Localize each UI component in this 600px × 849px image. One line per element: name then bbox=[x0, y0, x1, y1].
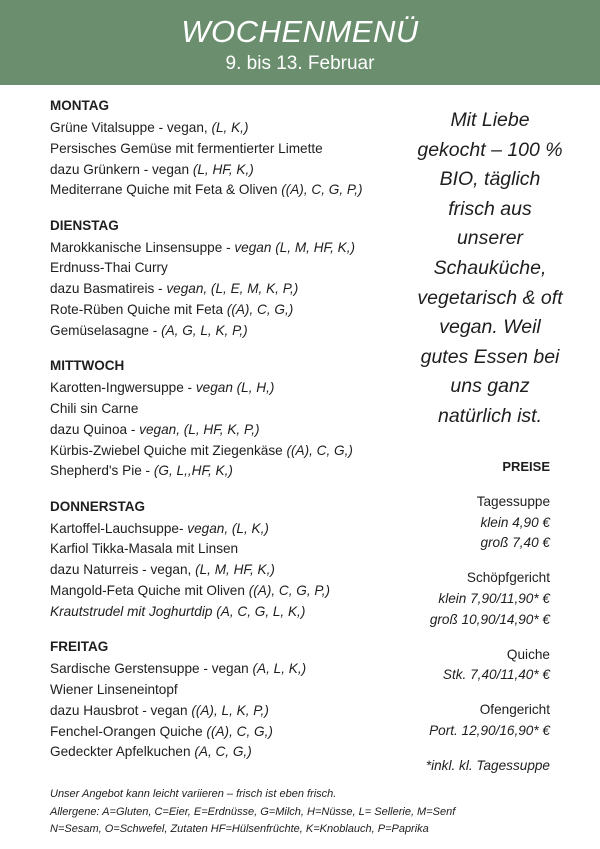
price-category: Quiche bbox=[506, 646, 550, 662]
footer-line: N=Sesam, O=Schwefel, Zutaten HF=Hülsenfrüchte, K=Knoblauch, P=Paprika bbox=[50, 823, 429, 835]
menu-item-text: Karfiol Tikka-Masala mit Linsen bbox=[50, 541, 239, 557]
menu-item-text: vegan, (L, HF, K, P,) bbox=[139, 421, 260, 437]
menu-item-text: Chili sin Carne bbox=[50, 400, 139, 416]
price-line: Port. 12,90/16,90* € bbox=[429, 722, 550, 738]
menu-item-text: Wiener Linseneintopf bbox=[50, 681, 178, 697]
slogan-line: Mit Liebe bbox=[450, 109, 530, 131]
menu-item bbox=[50, 118, 420, 139]
slogan bbox=[400, 106, 580, 432]
menu-item-text: (A, G, L, K, P,) bbox=[161, 322, 248, 338]
menu-item bbox=[50, 420, 420, 441]
menu-item-text: (A, L, K,) bbox=[252, 661, 307, 677]
menu-item bbox=[50, 602, 420, 623]
price-line: Stk. 7,40/11,40* € bbox=[442, 667, 550, 683]
menu-item-text: Persisches Gemüse mit fermentierter Limette bbox=[50, 140, 323, 156]
day-section bbox=[50, 356, 420, 482]
day-section bbox=[50, 637, 420, 763]
slogan-line: uns ganz bbox=[450, 375, 530, 398]
menu-item-text: Fenchel-Orangen Quiche bbox=[50, 723, 207, 739]
weekly-menu bbox=[50, 96, 420, 778]
menu-item bbox=[50, 722, 420, 743]
menu-item-text: vegan (L, M, HF, K,) bbox=[234, 239, 355, 255]
menu-item bbox=[50, 581, 420, 602]
price-category: Tagessuppe bbox=[476, 493, 550, 509]
menu-item bbox=[50, 680, 420, 701]
menu-item-text: ((A), L, K, P,) bbox=[191, 702, 269, 718]
prices-heading: PREISE bbox=[502, 459, 550, 474]
menu-item-text: ((A), C, G, P,) bbox=[281, 182, 363, 198]
day-name: MONTAG bbox=[50, 98, 109, 113]
slogan-line: BIO, täglich bbox=[439, 168, 541, 191]
menu-item-text: ((A), C, G,) bbox=[226, 302, 294, 318]
menu-item bbox=[50, 238, 420, 259]
menu-item-text: vegan (L, H,) bbox=[195, 380, 275, 396]
menu-item bbox=[50, 701, 420, 722]
day-name: DIENSTAG bbox=[50, 217, 119, 233]
menu-item-text: Kartoffel-Lauchsuppe- bbox=[50, 520, 188, 536]
menu-item bbox=[50, 180, 420, 201]
menu-item-text: dazu Hausbrot - vegan bbox=[50, 702, 192, 718]
menu-item bbox=[50, 659, 420, 680]
day-section bbox=[50, 96, 420, 201]
price-list bbox=[426, 457, 550, 777]
menu-item-text: Rote-Rüben Quiche mit Feta bbox=[50, 302, 227, 318]
menu-item bbox=[50, 279, 420, 300]
menu-item-text: ((A), C, G,) bbox=[286, 442, 353, 458]
menu-item-text: Gedeckter Apfelkuchen bbox=[50, 744, 195, 760]
menu-item-text: vegan, (L, E, M, K, P,) bbox=[166, 281, 299, 297]
menu-item bbox=[50, 300, 420, 321]
slogan-line: vegetarisch & oft bbox=[417, 286, 563, 309]
menu-item bbox=[50, 399, 420, 420]
menu-item-text: ((A), C, G, P,) bbox=[248, 583, 331, 599]
day-name: FREITAG bbox=[50, 639, 109, 655]
menu-item-text: Grüne Vitalsuppe - vegan, bbox=[50, 120, 212, 135]
menu-item bbox=[50, 139, 420, 160]
menu-item-text: Mangold-Feta Quiche mit Oliven bbox=[50, 583, 249, 599]
menu-item-text: dazu Basmatireis - bbox=[50, 281, 167, 297]
day-section bbox=[50, 216, 420, 342]
slogan-line: gutes Essen bei bbox=[420, 345, 560, 368]
menu-item-text: Kürbis-Zwiebel Quiche mit Ziegenkäse bbox=[50, 442, 287, 458]
slogan-line: unserer bbox=[456, 227, 524, 250]
slogan-line: Schauküche, bbox=[433, 256, 547, 279]
menu-item-text: Gemüselasagne - bbox=[50, 322, 162, 338]
menu-item-text: Marokkanische Linsensuppe - bbox=[50, 239, 235, 255]
menu-item-text: (L, HF, K,) bbox=[192, 161, 254, 177]
price-line: groß 7,40 € bbox=[480, 535, 550, 551]
menu-item-text: Mediterrane Quiche mit Feta & Oliven bbox=[50, 182, 282, 198]
slogan-line: gekocht – 100 % bbox=[417, 138, 563, 161]
menu-item-text: (G, L,,HF, K,) bbox=[153, 463, 233, 479]
footer-line: Unser Angebot kann leicht variieren – frisch ist eben frisch. bbox=[50, 788, 337, 800]
menu-item-text: (A, C, G,) bbox=[194, 744, 252, 760]
price-line: klein 4,90 € bbox=[480, 514, 550, 530]
menu-item bbox=[50, 160, 420, 181]
price-category: Schöpfgericht bbox=[466, 570, 550, 586]
slogan-line: natürlich ist. bbox=[437, 404, 543, 427]
price-group bbox=[426, 645, 550, 687]
page-title: WOCHENMENÜ bbox=[181, 14, 419, 49]
menu-item-text: dazu Grünkern - vegan bbox=[50, 161, 193, 177]
menu-item bbox=[50, 560, 420, 581]
menu-item-text: (L, M, HF, K,) bbox=[195, 562, 275, 578]
price-group bbox=[426, 700, 550, 742]
menu-item-text: (L, K,) bbox=[211, 120, 249, 135]
day-name: MITTWOCH bbox=[50, 358, 125, 374]
price-line: klein 7,90/11,90* € bbox=[438, 590, 550, 606]
price-note: *inkl. kl. Tagessuppe bbox=[425, 757, 550, 773]
menu-item-text: Krautstrudel mit Joghurtdip (A, C, G, L, K,) bbox=[50, 603, 306, 619]
menu-item-text: Sardische Gerstensuppe - vegan bbox=[50, 661, 253, 677]
slogan-line: vegan. Weil bbox=[439, 316, 541, 339]
menu-item-text: Erdnuss-Thai Curry bbox=[50, 260, 168, 276]
footer-notes bbox=[50, 786, 455, 839]
price-group bbox=[426, 568, 550, 630]
menu-item bbox=[50, 441, 420, 462]
menu-item bbox=[50, 461, 420, 482]
menu-item-text: Karotten-Ingwersuppe - bbox=[50, 380, 196, 396]
day-name: DONNERSTAG bbox=[50, 498, 146, 514]
menu-item-text: dazu Quinoa - bbox=[50, 421, 140, 437]
menu-item-text: vegan, (L, K,) bbox=[187, 520, 269, 536]
menu-item bbox=[50, 321, 420, 342]
day-section bbox=[50, 497, 420, 623]
date-range: 9. bis 13. Februar bbox=[225, 53, 375, 74]
menu-item-text: dazu Naturreis - vegan, bbox=[50, 562, 196, 578]
menu-item-text: Shepherd's Pie - bbox=[50, 463, 154, 479]
menu-item bbox=[50, 742, 420, 763]
price-category: Ofengericht bbox=[479, 702, 550, 718]
menu-item bbox=[50, 539, 420, 560]
price-group bbox=[426, 492, 550, 554]
menu-item bbox=[50, 378, 420, 399]
menu-item bbox=[50, 258, 420, 279]
price-line: groß 10,90/14,90* € bbox=[429, 611, 550, 627]
header-banner bbox=[0, 0, 600, 85]
slogan-line: frisch aus bbox=[448, 197, 532, 220]
footer-line: Allergene: A=Gluten, C=Eier, E=Erdnüsse, G=Milch, H=Nüsse, L= Sellerie, M=Senf bbox=[50, 805, 456, 818]
menu-item bbox=[50, 519, 420, 540]
menu-item-text: ((A), C, G,) bbox=[206, 723, 273, 739]
